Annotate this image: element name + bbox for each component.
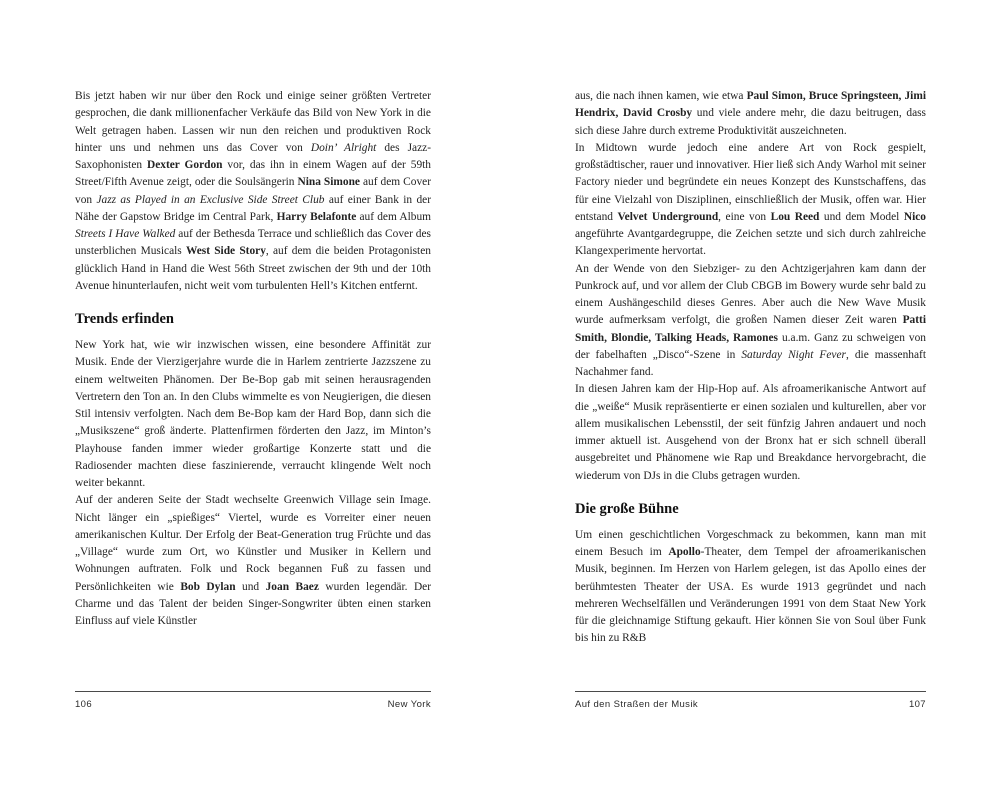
text-run: auf dem Cover von [75, 176, 431, 206]
running-title-right: Auf den Straßen der Musik [575, 699, 698, 710]
italic-text-run: Saturday Night Fever [741, 348, 846, 361]
page-number-right: 107 [908, 699, 926, 710]
paragraph [75, 492, 431, 630]
bold-text-run: Lou Reed [770, 210, 820, 223]
bold-text-run: Paul Simon, Bruce Springsteen, Jimi Hendrix, David Crosby [575, 90, 926, 120]
section-heading: Die große Bühne [575, 500, 679, 517]
text-run: aus, die nach ihnen kamen, wie etwa [575, 90, 747, 102]
paragraph [575, 381, 926, 485]
text-run: u.a.m. Ganz zu schweigen von der fabelhaften „Disco“-Szene in [575, 331, 926, 361]
text-run: Auf der anderen Seite der Stadt wechselte Greenwich Village sein Image. Nicht länger ein „spießiges“ Viertel, wurde es Vorreiter einer neuen amerikanischen Kultur. Der Erfolg der Beat-Generation trug Früchte und das „Village“ wurde zum Ort, wo Künstler und Musiker in Kellern und Wohnungen auftraten. Folk und Rock begannen Fuß zu fassen und Persönlichkeiten wie [75, 494, 431, 593]
page-right-footer [575, 691, 926, 710]
text-run: vor, das ihn in einem Wagen auf der 59th Street/Fifth Avenue zeigt, oder die Soulsängerin [75, 159, 431, 189]
text-run: An der Wende von den Siebziger- zu den Achtzigerjahren kam dann der Punkrock auf, und vor allem der Club CBGB im Bowery wurde sehr bald zu einem Aushängeschild dieses Genres. Aber auch die New Wave Musik wurde aufmerksam verfolgt, die großen Namen dieser Zeit waren [575, 262, 926, 327]
text-run: Bis jetzt haben wir nur über den Rock und einige seiner größten Vertreter gesprochen, die dank millionenfacher Verkäufe das Bild von New York in die Welt getragen haben. Lassen wir nun den reichen und produktiven Rock hinter uns und nehmen uns das Cover von [75, 90, 431, 154]
paragraph [575, 88, 926, 140]
text-run: -Theater, dem Tempel der afroamerikanischen Musik, beginnen. Im Herzen von Harlem gelegen, ist das Apollo eines der berühmtesten Theater der USA. Es wurde 1913 gegründet und nach mehreren Wechselfällen und Veränderungen 1991 von dem Staat New York für die gleichnamige Stiftung gekauft. Hier können Sie von Soul über Funk bis hin zu R&B [575, 546, 927, 645]
text-run: New York hat, wie wir inzwischen wissen, eine besondere Affinität zur Musik. Ende der Vierzigerjahre wurde die in Harlem zentrierte Jazzszene zu einem weltweiten Phänomen. Der Be-Bop gab mit seinen herausragenden Vertretern den Ton an. In den Clubs wimmelte es von Neugierigen, die diesen Stil intensiv verfolgten. Nach dem Be-Bop kam der Hard Bop, dann sich die „Musikszene“ groß änderte. Plattenfirmen förderten den Jazz, im Minton’s Playhouse fanden immer wieder großartige Konzerte statt und die Radiosender machten diese faszinierende, verraucht klingende Welt noch weiter bekannt. [75, 339, 431, 489]
text-run: und viele andere mehr, die dazu beitrugen, dass sich diese Jahre durch extreme Produktivität auszeichneten. [575, 107, 926, 137]
page-left-footer [75, 691, 431, 710]
text-run: , auf dem die beiden Protagonisten glücklich Hand in Hand die West 56th Street zwischen der 9th und der 10th Avenue hinunterlaufen, nicht weit vom turbulenten Hell’s Kitchen entfernt. [75, 245, 431, 292]
text-run: auf einer Bank in der Nähe der Gapstow Bridge im Central Park, [75, 193, 432, 223]
bold-text-run: West Side Story [185, 245, 266, 258]
text-run: , die massenhaft Nachahmer fand. [575, 348, 926, 378]
page-right [575, 0, 926, 800]
italic-text-run: Streets I Have Walked [75, 228, 176, 240]
text-run: In diesen Jahren kam der Hip-Hop auf. Als afroamerikanische Antwort auf die „weiße“ Musik repräsentierte er einen sozialen und kulturellen, aber vor allem musikalischen Lebensstil, der seit fünfzig Jahren andauert und noch immer aktuell ist. Ausgehend von der Bronx hat er sich schnell überall ausgebreitet und Phänomene wie Rap und Breakdance hervorgebracht, die wiederum von DJs in die Clubs getragen wurden. [575, 383, 926, 482]
italic-text-run: Jazz as Played in an Exclusive Side Street Club [96, 193, 325, 206]
bold-text-run: Nina Simone [297, 176, 360, 189]
text-run: angeführte Avantgardegruppe, die Zeichen setzte und sich durch zahlreiche Klangexperimente hervortat. [575, 228, 926, 258]
bold-text-run: Apollo [668, 546, 701, 558]
text-run: auf der Bethesda Terrace und schließlich das Cover des unsterblichen Musicals [75, 228, 431, 258]
text-run: wurden legendär. Der Charme und das Talent der beiden Singer-Songwriter übten einen starken Einfluss auf viele Künstler [75, 580, 432, 627]
text-run: des Jazz-Saxophonisten [75, 141, 431, 171]
text-run: In Midtown wurde jedoch eine andere Art von Rock gespielt, großstädtischer, rauer und innovativer. Hier ließ sich Andy Warhol mit seiner Factory nieder und begründete ein neues Konzept des Kunstschaffens, das für eine Vielzahl von Disziplinen, einschließlich der Musik, offen war. Hier entstand [575, 141, 926, 223]
paragraph [575, 261, 926, 382]
paragraph [75, 88, 431, 295]
page-left-content [75, 88, 431, 630]
text-run: , eine von [718, 210, 771, 223]
paragraph [575, 140, 926, 261]
bold-text-run: Nico [903, 210, 927, 223]
paragraph [575, 527, 926, 648]
bold-text-run: Velvet Underground [617, 210, 719, 223]
text-run: und dem Model [819, 210, 904, 223]
page-right-content [575, 88, 926, 648]
section-heading: Trends erfinden [75, 311, 174, 327]
bold-text-run: Harry Belafonte [276, 210, 357, 223]
bold-text-run: Dexter Gordon [146, 159, 223, 171]
text-run: auf dem Album [356, 210, 431, 223]
italic-text-run: Doin’ Alright [310, 141, 377, 154]
page-number-left: 106 [75, 699, 93, 710]
text-run: Um einen geschichtlichen Vorgeschmack zu bekommen, kann man mit einem Besuch im [575, 528, 926, 558]
running-title-left: New York [387, 699, 431, 710]
paragraph [75, 337, 431, 492]
bold-text-run: Joan Baez [265, 580, 319, 593]
bold-text-run: Patti Smith, Blondie, Talking Heads, Ramones [575, 314, 926, 344]
text-run: und [235, 580, 266, 593]
page-left [75, 0, 431, 800]
bold-text-run: Bob Dylan [180, 580, 236, 593]
